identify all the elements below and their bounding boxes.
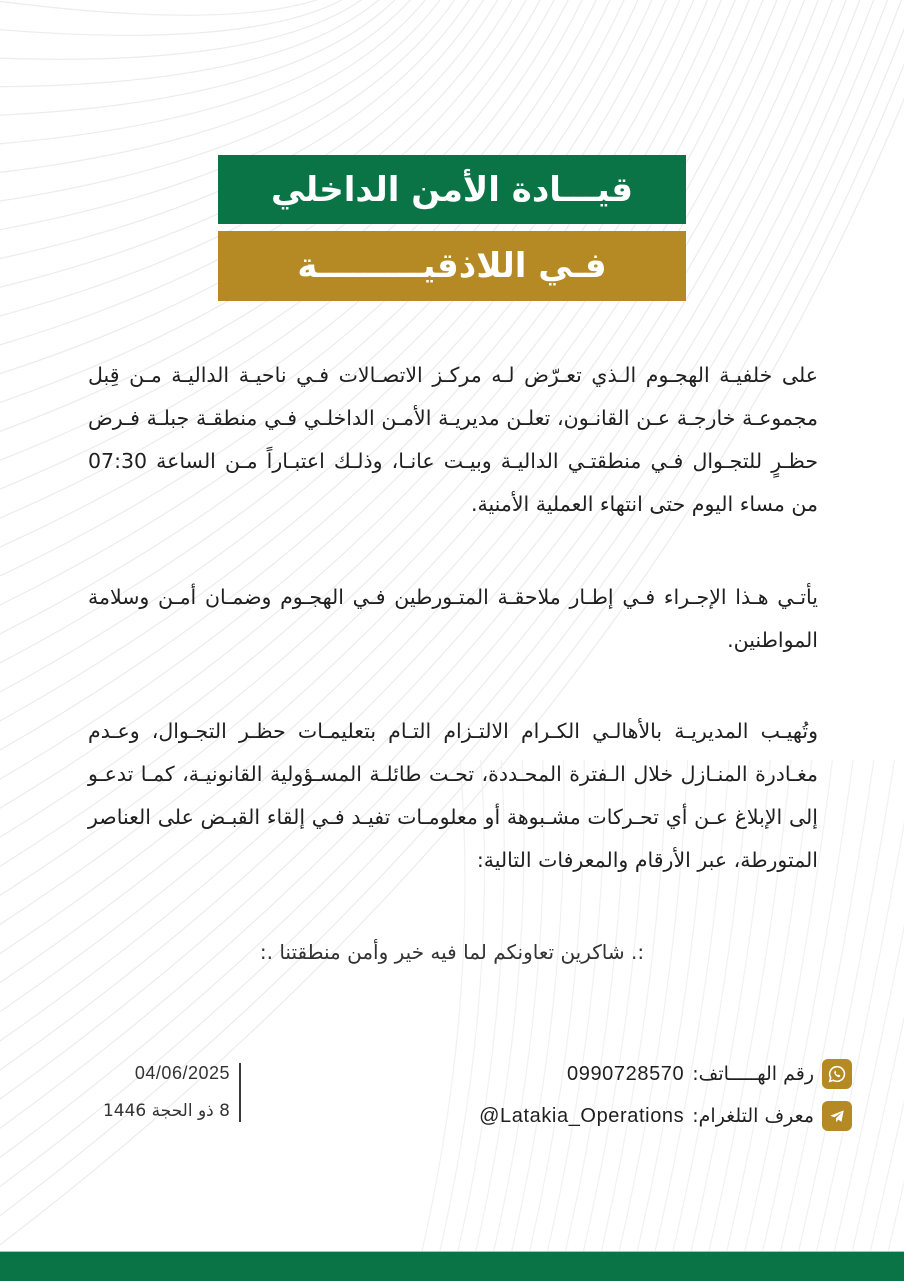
telegram-label: معرف التلغرام: [692,1105,814,1127]
background-line [0,0,661,644]
background-line [0,0,371,35]
title-banner-location [218,231,686,301]
background-line [0,0,385,59]
telegram-icon [822,1101,852,1131]
background-line [868,760,904,1251]
background-line [886,760,904,1251]
telegram-handle[interactable]: @Latakia_Operations [479,1105,684,1128]
background-line [0,0,413,116]
closing-line: :. شاكرين تعاونكم لما فيه خير وأمن منطقتنا .: [0,940,904,964]
statement-paragraph-1: على خلفيـة الهجـوم الـذي تعـرّض لـه مركـز الاتصـالات فـي ناحيـة الداليـة مـن قِبل مجموعـة خارجـة عـن القانـون، تعلـن مديريـة الأمـن الداخلـي فـي منطقـة جبلـة فـرض حظـرٍ للتجـوال فـي منطقتـي الداليـة وبيـت عانـا، وذلـك اعتبـاراً مـن الساعة 07:30 من مساء اليوم حتى انتهاء العملية الأمنية. [88,354,818,526]
title-line-1: قيـــادة الأمن الداخلي [271,170,633,210]
background-line [0,0,358,15]
title-line-2: فـي اللاذقيـــــــــة [297,246,606,286]
telegram-contact-row [479,1101,852,1131]
statement-paragraph-2: يأتـي هـذا الإجـراء فـي إطـار ملاحقـة المتـورطين فـي الهجـوم وضمـان أمـن وسلامة المواطنين. [88,576,818,662]
footer-bar [0,1251,904,1281]
background-line [815,760,904,1251]
date-divider [239,1063,241,1122]
title-banner-command [218,155,686,224]
background-line [0,0,426,145]
hijri-date: 8 ذو الحجة 1446 [80,1098,230,1124]
background-line [0,0,440,175]
background-line [850,760,904,1251]
whatsapp-icon [822,1059,852,1089]
phone-contact-row [567,1059,852,1089]
gregorian-date: 04/06/2025 [80,1060,230,1086]
statement-paragraph-3: وتُهيـب المديريـة بالأهالـي الكـرام الالتـزام التـام بتعليمـات حظـر التجـوال، وعـدم مغـادرة المنـازل خلال الـفترة المحـددة، تحـت طائلـة المسـؤولية القانونيـة، كمـا تدعـو إلى الإبلاغ عـن أي تحـركات مشـبوهة أو معلومـات تفيـد فـي إلقاء القبـض على العناصر المتورطة، عبر الأرقام والمعرفات التالية: [88,710,818,882]
phone-number[interactable]: 0990728570 [567,1063,684,1086]
date-block [80,1060,230,1124]
phone-label: رقم الهـــــاتف: [692,1063,814,1085]
